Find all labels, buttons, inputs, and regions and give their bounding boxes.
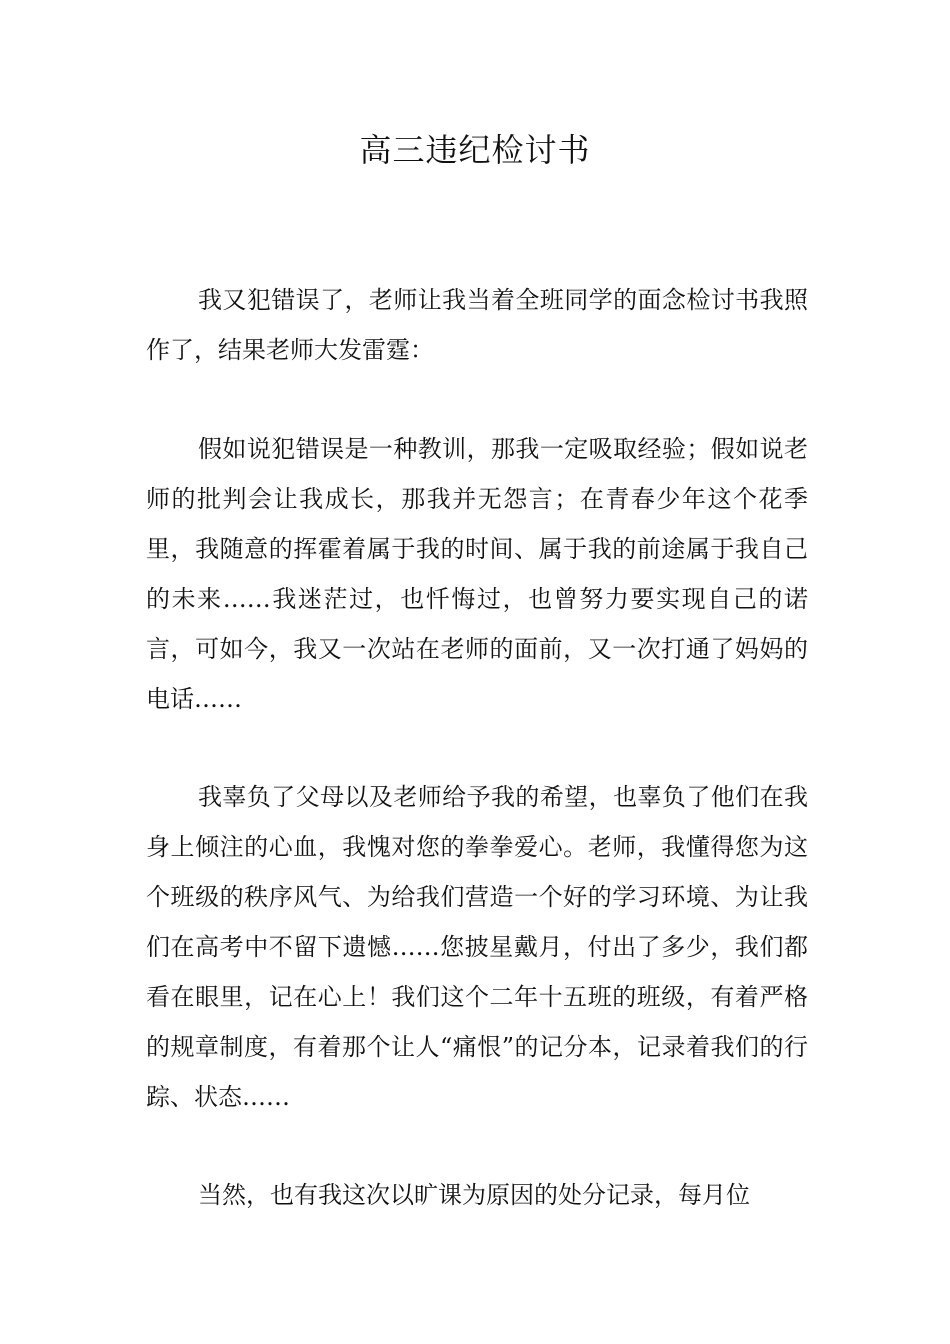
document-title: 高三违纪检讨书 [359,131,591,169]
paragraph-3: 我辜负了父母以及老师给予我的希望，也辜负了他们在我身上倾注的心血，我愧对您的拳拳爱心。老师，我懂得您为这个班级的秩序风气、为给我们营造一个好的学习环境、为让我们在高考中不留下遗憾……您披星戴月，付出了多少，我们都看在眼里，记在心上！我们这个二年十五班的班级，有着严格的规章制度，有着那个让人“痛恨”的记分本，记录着我们的行踪、状态…… [146,783,808,1111]
paragraph-2: 假如说犯错误是一种教训，那我一定吸取经验；假如说老师的批判会让我成长，那我并无怨言；在青春少年这个花季里，我随意的挥霍着属于我的时间、属于我的前途属于我自己的未来……我迷茫过，也忏悔过，也曾努力要实现自己的诺言，可如今，我又一次站在老师的面前，又一次打通了妈妈的电话…… [146,435,808,713]
paragraph-1: 我又犯错误了，老师让我当着全班同学的面念检讨书我照作了，结果老师大发雷霆： [146,286,808,364]
paragraph-4: 当然，也有我这次以旷课为原因的处分记录，每月位 [198,1181,750,1209]
